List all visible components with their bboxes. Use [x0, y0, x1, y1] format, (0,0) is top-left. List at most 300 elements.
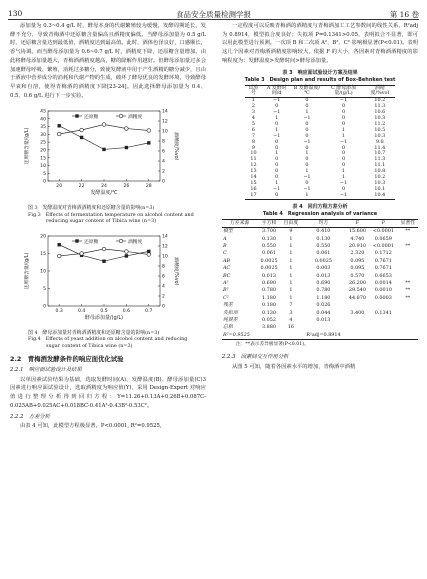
table-cell: 9 [251, 144, 256, 151]
table-cell: 0 [275, 162, 279, 169]
table-cell: 0.052 [262, 317, 277, 323]
page-header [8, 6, 419, 20]
table-cell: 0 [305, 144, 309, 151]
left-tick-label: 15 [40, 156, 46, 162]
right-tick-label: 10 [162, 254, 168, 260]
table-cell: 3.700 [262, 228, 277, 235]
table-cell: 4 [289, 317, 293, 323]
table-cell: 0.780 [262, 287, 277, 294]
table-cell: 2.320 [350, 250, 365, 257]
table-cell: 10.1 [374, 185, 386, 192]
table-header-row [245, 85, 395, 98]
table-cell [369, 302, 397, 309]
table-cell: 0 [341, 144, 346, 151]
table-cell: −1 [322, 193, 364, 199]
right-tick-label: 6 [162, 149, 165, 155]
x-axis-label: 酵母添加量/(g/L) [84, 314, 124, 321]
table-cell: 10.4 [365, 193, 395, 199]
table-cell: ** [405, 242, 411, 249]
right-tick-label: 2 [162, 294, 165, 300]
figure-4 [10, 228, 206, 349]
table-cell: 0.6653 [374, 272, 392, 279]
table-cell: 0 [275, 168, 279, 175]
left-tick-label: 35 [40, 125, 46, 131]
table-row [245, 193, 395, 199]
right-tick-label: 4 [162, 284, 165, 290]
right-tick-label: 6 [162, 274, 165, 280]
table-cell: A² [223, 279, 229, 286]
left-tick-label: 10 [40, 164, 46, 170]
table-cell: 残差 [223, 302, 233, 309]
table-cell: <0.0001 [372, 242, 394, 249]
table-cell: 4 [251, 115, 256, 122]
table-cell: 0.130 [316, 235, 331, 242]
caption-cn: 图 4 酵母添加量对青梅酒酒精度和还原糖含量的影响(n=3) [28, 329, 160, 336]
table-cell: 1 [289, 235, 293, 242]
table-cell: 0.1712 [374, 250, 392, 257]
data-point [80, 136, 83, 139]
left-tick-label: 20 [40, 148, 46, 154]
table-cell: 0.0014 [374, 279, 392, 286]
column-header: P [369, 219, 397, 227]
table-cell: 0.1341 [374, 309, 392, 316]
x-tick-label: 22 [78, 184, 85, 190]
table-cell: 1 [289, 279, 293, 286]
table-row [222, 310, 418, 317]
table-cell: 1 [305, 168, 309, 175]
right-axis-label: 酒精度/%vol [173, 132, 178, 161]
paragraph: 一定程度可以反映青梅酒的酒精度与青梅酒加工工艺参数间的线性关系，R²adj 为 0.8914，模型拟合度良好；失拟项 P=0.1341>0.05，表明拟合不显著，即可以用此模型进行预测。一次项 B 和二次项 A²、B²、C² 影响极显著(P<0.01)。表明这几个因素对青梅酒酒精度影响较大，依据 F 的大小，各因素对青梅酒酒精度的影响程度为：发酵温度>发酵时间>酵母添加量。 [222, 23, 418, 64]
table-cell: 0 [262, 193, 291, 199]
table-cell [369, 332, 397, 340]
table-cell: 0.0659 [374, 235, 392, 242]
paragraph: 从图 5 可知，随着各因素水平的增加，青梅酒中酒精 [232, 363, 356, 370]
table-cell: 失拟项 [223, 309, 238, 316]
data-point [80, 129, 84, 133]
table-cell [257, 332, 280, 340]
figure-4-chart [10, 228, 206, 326]
left-axis-label: 还原糖含量/(g/L) [25, 127, 30, 165]
right-tick-label: 12 [162, 119, 168, 125]
x-tick-label: 0.3 [55, 308, 63, 314]
table-cell [369, 324, 397, 331]
table-cell: 0.130 [262, 309, 277, 316]
table-cell [369, 317, 397, 324]
right-tick-label: 12 [162, 244, 168, 250]
table-cell: 0 [305, 126, 309, 133]
table-row [222, 324, 418, 331]
table-cell: 1 [289, 294, 293, 301]
table-cell: 0 [275, 103, 279, 110]
left-tick-label: 0 [43, 179, 46, 185]
table-cell: 0.0010 [374, 287, 392, 294]
volume-label: 第 16 卷 [389, 10, 419, 19]
table-cell [346, 332, 369, 340]
paragraph: 添加量为 0.3~0.4 g/L 时，酵母本身的代谢繁殖较为缓慢，发酵周期延长，发酵不充分，导致青梅酒中还原糖含量偏高且酒精度偏低。当酵母添加量为 0.5 g/L 时，还原糖含量达到最低值，酒精度达到最高值。此时，酒体色泽良好，口感顺长，香气协调。而当酵母添加量为 0.6~0.7 g/L 时，酒精度下降，还原糖含量增加。由此将酵母添加量越大，青梅酒酒精度越高，糖的降解作用越好。但酵母添加量过多会加速酵母呼吸、繁殖，消耗过多糖分，致使发酵液中用于产生酒精的糖分减少，且由于酒液中营养成分的消耗和代谢产物的生成，破坏了酵母优良的发酵环境，导致酵母早衰和自溶，使得青梅酒的酒精度下降[23-24]。因此选择酵母添加量为 0.4、0.5、0.6 g/L 进行下一步实验。 [10, 23, 206, 99]
figure-4-caption [28, 330, 206, 350]
table-cell: 1 [341, 168, 346, 175]
data-point [125, 146, 128, 149]
column-header: F [346, 219, 369, 227]
table-3-title-en: Table 3 Design plan and results of Box-Behnken test [244, 76, 396, 83]
table-cell: 0.013 [316, 272, 331, 279]
table-cell [346, 302, 369, 309]
table-cell: B² [223, 287, 229, 294]
table-cell: 总和 [223, 324, 233, 331]
column-header: 方差来源 [222, 219, 257, 227]
table-cell: BC [223, 272, 231, 279]
subsection-heading: 2.2.1 响应面试验设计及结果 [10, 367, 82, 373]
legend-label: 酒精度 [128, 115, 143, 121]
caption-en: Fig.3 Effects of fermentation temperature on alcohol content and [28, 211, 194, 218]
column-header: 平方和 [257, 219, 280, 227]
right-tick-label: 0 [162, 179, 165, 185]
table-cell: 11.4 [374, 144, 386, 151]
right-tick-label: 2 [162, 169, 165, 175]
table-cell: 1 [275, 126, 279, 133]
table-cell: C² [223, 294, 229, 301]
table-4 [222, 219, 418, 340]
table-cell: ** [405, 294, 411, 301]
left-tick-label: 45 [40, 109, 46, 115]
table-cell: 0.410 [316, 228, 331, 235]
table-cell: ** [405, 279, 411, 286]
table-cell: 0 [305, 103, 309, 110]
table-cell [281, 332, 301, 340]
table-cell: 10.3 [374, 115, 386, 122]
data-point [80, 252, 84, 256]
table-cell: 0 [341, 120, 346, 127]
table-cell: 10.5 [374, 126, 386, 133]
table-cell: A [223, 235, 227, 242]
table-cell: ** [405, 228, 411, 235]
table-cell: 11.2 [374, 120, 386, 127]
paragraph: 以单因素试验结果为基础，选取发酵时间(A)、发酵温度(B)、酵母添加量(C)3 因素进行响应面试验设计，选取酒精度为响应值(Y)，采用 Design-Expert 对响应值进行整理分析得到回归方程：Y=11.26+0.13A+0.26B+0.087C-0.025AB+0.025AC+0.018BC-0.41A²-0.43B²-0.53C²。 [10, 376, 206, 409]
table-cell: −1 [303, 115, 311, 122]
table-row [222, 273, 418, 280]
right-tick-label: 0 [162, 304, 165, 310]
table-row [222, 280, 418, 287]
table-cell: −1 [339, 97, 348, 104]
table-cell: −1 [273, 109, 281, 116]
subsection-heading: 2.2.2 方差分析 [10, 413, 50, 420]
table-cell [398, 302, 418, 309]
legend-label: 还原糖 [84, 115, 99, 121]
table-cell: 9.8 [375, 138, 384, 145]
table-row [222, 317, 418, 324]
table-cell: 1 [275, 180, 279, 187]
table-row [222, 250, 418, 257]
table-cell: 1 [291, 193, 322, 199]
table-cell: 0.550 [316, 242, 331, 249]
page-number: 130 [8, 9, 23, 18]
data-point [102, 148, 105, 151]
data-point [102, 259, 105, 262]
plot-frame [48, 236, 160, 306]
caption-en: sugar content of Tibica wine (n=3) [46, 342, 133, 349]
table-cell [398, 317, 418, 324]
table-cell: 1 [289, 257, 293, 264]
left-tick-label: 0 [43, 304, 46, 310]
table-cell: −1 [273, 185, 281, 192]
table-cell: −1 [273, 132, 281, 139]
table-cell: 0.0025 [314, 257, 332, 264]
table-cell: 0 [305, 156, 309, 163]
table-cell: 1 [341, 126, 346, 133]
table-row [222, 287, 418, 294]
left-tick-label: 5 [43, 172, 46, 178]
table-cell [398, 258, 418, 265]
table-cell: 29.540 [348, 287, 366, 294]
table-cell: 0.180 [262, 302, 277, 309]
table-cell: −1 [339, 180, 348, 187]
table-header-row [222, 219, 418, 227]
table-cell: AC [223, 265, 231, 272]
table-cell: 11.1 [374, 162, 386, 169]
column-header: 显著性 [398, 219, 418, 227]
table-cell [398, 250, 418, 257]
table-cell: 20.910 [348, 242, 366, 249]
table-cell: 10.2 [374, 97, 386, 104]
table-cell: 0 [341, 162, 346, 169]
table-cell [398, 324, 418, 331]
table-cell: 6 [251, 126, 256, 133]
table-cell [398, 236, 418, 243]
table-cell: 0.550 [262, 242, 277, 249]
table-cell: <0.0001 [372, 228, 394, 235]
table-3 [245, 85, 395, 200]
table-row [222, 228, 418, 236]
table-cell: 10.2 [374, 174, 386, 181]
table-cell: 0.061 [316, 250, 331, 257]
column-header: C 酵母添加量/(g/L) [322, 85, 364, 98]
caption-en: reducing sugar content of Tibica wine (n=3) [46, 218, 157, 225]
table-cell: 1 [341, 132, 346, 139]
table-cell: 0 [341, 150, 346, 157]
caption-en: Fig.4 Effects of yeast addition on alcohol content and reducing [28, 336, 188, 343]
table-cell: 7 [251, 132, 256, 139]
table-cell: 1 [275, 150, 279, 157]
table-cell: 5 [251, 120, 256, 127]
figure-3-caption [28, 205, 206, 225]
table-cell: 0.7671 [374, 257, 392, 264]
right-column [222, 22, 418, 371]
table-cell [398, 332, 418, 340]
table-3-title-cn: 表 3 响应面试验设计方案及结果 [282, 69, 358, 76]
data-point [125, 250, 129, 254]
right-tick-label: 4 [162, 159, 165, 165]
table-cell: 3.880 [262, 324, 277, 331]
table-cell [398, 265, 418, 272]
table-row [222, 265, 418, 272]
table-cell: 1 [289, 242, 293, 249]
right-tick-label: 10 [162, 129, 168, 135]
table-cell: 0 [341, 103, 346, 110]
data-point [58, 124, 61, 127]
table-cell: 9 [289, 228, 293, 235]
table-row [222, 332, 418, 340]
caption-cn: 图 3 发酵温度对青梅酒酒精度和还原糖含量的影响(n=3) [28, 205, 155, 212]
table-cell: 11.3 [374, 156, 386, 163]
table-cell: 0.690 [262, 279, 277, 286]
table-cell: −1 [303, 138, 311, 145]
table-cell: −1 [339, 138, 348, 145]
table-cell: 10.6 [374, 109, 386, 116]
table-cell: 0 [305, 132, 309, 139]
column-header: 均方 [301, 219, 346, 227]
table-cell: 0 [305, 97, 309, 104]
table-cell: 0 [305, 120, 309, 127]
figure-3 [10, 103, 206, 224]
table-cell: 0 [275, 156, 279, 163]
table-cell: 0 [341, 156, 346, 163]
data-point [58, 243, 61, 246]
table-4-title-en: Table 4 Regression analysis of variance [262, 210, 378, 217]
table-cell [398, 310, 418, 317]
table-cell: 0 [305, 180, 309, 187]
left-axis-label: 还原糖含量/(g/L) [25, 252, 30, 290]
table-cell: 0.0003 [374, 294, 392, 301]
table-cell: 1.180 [262, 294, 277, 301]
table-4-title-cn: 表 4 回归方程方差分析 [292, 203, 348, 210]
table-cell: 0.0025 [260, 257, 278, 264]
right-tick-label: 8 [162, 139, 165, 145]
table-cell: 2 [251, 103, 256, 110]
table-cell: 1 [275, 115, 279, 122]
table-cell: 1 [305, 109, 309, 116]
data-point [147, 253, 151, 257]
table-cell: 0 [341, 109, 346, 116]
left-column [10, 22, 206, 431]
table-cell: −1 [303, 174, 311, 181]
table-cell: 10 [250, 150, 257, 157]
table-cell: 1 [289, 265, 293, 272]
x-tick-label: 20 [56, 184, 63, 190]
table-cell: 11.3 [374, 103, 386, 110]
legend-marker [75, 115, 78, 118]
table-cell: 16 [287, 324, 295, 331]
table-cell: 0.130 [262, 235, 277, 242]
data-point [147, 129, 151, 133]
table-cell: 16 [250, 185, 257, 192]
table-row [222, 302, 418, 309]
data-point [102, 123, 106, 127]
table-cell: 10.7 [374, 150, 386, 157]
column-header: 酒精度/%vol [365, 85, 395, 98]
table-cell: 0.044 [316, 309, 331, 316]
legend-marker [75, 239, 78, 242]
plot-frame [48, 111, 160, 181]
table-cell: −1 [273, 97, 281, 104]
table-cell: 0 [275, 144, 279, 151]
table-cell: 1.180 [316, 294, 331, 301]
data-point [57, 133, 61, 137]
table-row [222, 236, 418, 243]
column-header: 试验号 [245, 85, 262, 98]
table-cell: 10.3 [374, 180, 386, 187]
legend-marker [119, 115, 123, 119]
subsection-heading: 2.2.3 因素间交互作用分析 [222, 353, 289, 360]
table-cell: 3.400 [350, 309, 365, 316]
data-point [125, 127, 129, 131]
table-cell: 0.061 [262, 250, 277, 257]
table-cell: 纯误差 [223, 317, 238, 323]
table-cell: 0.013 [316, 317, 331, 323]
table-cell: 8 [251, 138, 256, 145]
table-cell: 0.0025 [260, 265, 278, 272]
table-cell: 0.095 [350, 257, 365, 264]
table-cell: 44.870 [348, 294, 366, 301]
legend-label: 还原糖 [84, 239, 99, 245]
legend-label: 酒精度 [128, 239, 143, 245]
x-tick-label: 0.6 [122, 308, 131, 314]
left-tick-label: 40 [40, 117, 46, 123]
table-cell: 12 [250, 162, 257, 169]
column-header: A 发酵时间/d [262, 85, 291, 98]
table-cell: 3 [251, 109, 256, 116]
left-tick-label: 20 [40, 234, 46, 240]
table-cell: 14 [250, 174, 257, 181]
table-cell [346, 317, 369, 324]
table-cell: R²=0.9525 [222, 332, 257, 340]
x-tick-label: 0.5 [100, 308, 108, 314]
table-cell: 10.8 [374, 168, 386, 175]
table-cell: R²adj=0.8914 [301, 332, 346, 340]
table-cell: 10.3 [374, 132, 386, 139]
table-cell: 15 [250, 180, 257, 187]
table-cell: 0 [341, 115, 346, 122]
table-4-note: 注：**表示差异极显著(P<0.01)。 [236, 342, 309, 348]
table-row [222, 295, 418, 302]
table-cell: 26.200 [348, 279, 366, 286]
table-cell: 15.600 [348, 228, 366, 235]
table-cell: 1 [305, 150, 309, 157]
journal-title: 食品安全质量检测学报 [176, 10, 251, 19]
section-heading: 2.2 青梅酒发酵条件的响应面优化试验 [10, 355, 124, 364]
table-3-caption [222, 70, 418, 84]
table-cell: 4.740 [350, 235, 365, 242]
data-point [125, 254, 128, 257]
table-cell: 0 [275, 120, 279, 127]
table-cell: B [223, 242, 227, 249]
table-cell: ** [405, 287, 411, 294]
x-tick-label: 28 [145, 184, 152, 190]
table-cell: 0.780 [316, 287, 331, 294]
right-axis-label: 酒精度/%vol [173, 256, 178, 285]
x-tick-label: 0.7 [145, 308, 153, 314]
table-cell [346, 324, 369, 331]
x-tick-label: 0.4 [77, 308, 86, 314]
table-cell: 0 [275, 174, 279, 181]
table-cell: C [223, 250, 227, 257]
table-cell: −1 [303, 185, 311, 192]
table-row [222, 243, 418, 250]
data-point [57, 254, 61, 258]
table-cell [301, 324, 346, 331]
left-tick-label: 5 [43, 286, 46, 292]
table-cell: 3 [289, 309, 293, 316]
table-cell: 0 [275, 138, 279, 145]
right-tick-label: 8 [162, 264, 165, 270]
x-tick-label: 24 [101, 184, 107, 190]
right-tick-label: 14 [162, 109, 168, 115]
left-tick-label: 10 [40, 269, 46, 275]
table-cell: 1 [341, 174, 346, 181]
table-cell: 1 [251, 97, 256, 104]
column-header: B 发酵温度/℃ [291, 85, 322, 98]
x-tick-label: 26 [123, 184, 130, 190]
x-axis-label: 发酵温度/℃ [90, 190, 118, 197]
